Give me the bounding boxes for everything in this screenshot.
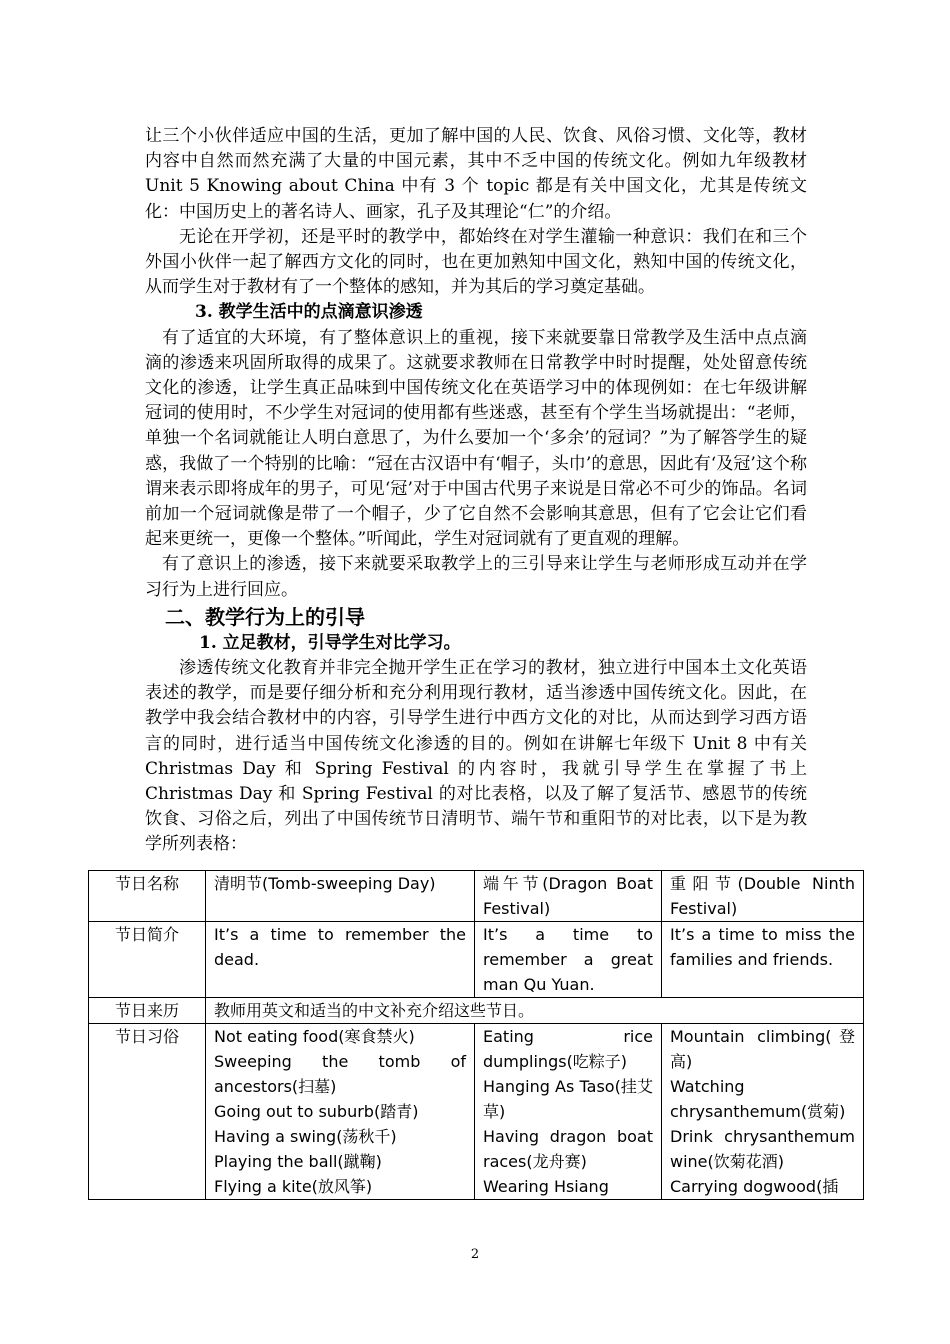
paragraph: 有了意识上的渗透，接下来就要采取教学上的三引导来让学生与老师形成互动并在学习行为上进行回应。	[145, 554, 807, 600]
custom-item: Eating rice dumplings(吃粽子)	[483, 1027, 653, 1071]
custom-item: Mountain climbing(登高)	[670, 1027, 855, 1071]
paragraph: 无论在开学初，还是平时的教学中，都始终在对学生灌输一种意识：我们在和三个外国小伙伴一起了解西方文化的同时，也在更加熟知中国文化，熟知中国的传统文化，从而学生对于教材有了一个整体的感知，并为其后的学习奠定基础。	[145, 226, 807, 298]
table-cell: It’s a time to miss the families and friends.	[662, 922, 864, 998]
paragraph: 有了适宜的大环境，有了整体意识上的重视，接下来就要靠日常教学及生活中点点滴滴的渗透来巩固所取得的成果了。这就要求教师在日常教学中时时提醒，处处留意传统文化的渗透，让学生真正品味到中国传统文化在英语学习中的体现例如：在七年级讲解冠词的使用时，不少学生对冠词的使用都有些迷惑，甚至有个学生当场就提出：“老师，单独一个名词就能让人明白意思了，为什么要加一个‘多余’的冠词？”为了解答学生的疑惑，我做了一个特别的比喻：“冠在古汉语中有‘帽子，头巾’的意思，因此有‘及冠’这个称谓来表示即将成年的男子，可见‘冠’对于中国古代男子来说是日常必不可少的饰品。名词前加一个冠词就像是带了一个帽子，少了它自然不会影响其意思，但有了它会让它们看起来更统一，更像一个整体。”听闻此，学生对冠词就有了更直观的理解。	[145, 327, 807, 550]
custom-item: Wearing Hsiang	[483, 1177, 609, 1196]
custom-item: Carrying dogwood(插	[670, 1177, 839, 1196]
custom-item: Flying a kite(放风筝)	[214, 1177, 373, 1196]
custom-item: Drink chrysanthemum wine(饮菊花酒)	[670, 1127, 855, 1171]
table-row	[89, 871, 864, 922]
custom-item: Having dragon boat races(龙舟赛)	[483, 1127, 653, 1171]
festival-comparison-table	[88, 870, 864, 1200]
custom-item: Hanging As Taso(挂艾草)	[483, 1077, 653, 1121]
table-cell: 清明节(Tomb-sweeping Day)	[206, 871, 475, 922]
body-text	[145, 124, 807, 858]
row-label: 节日来历	[89, 998, 206, 1024]
row-label: 节日习俗	[89, 1024, 206, 1200]
table-cell	[475, 1024, 662, 1200]
page-number: 2	[470, 1247, 480, 1262]
paragraph: 渗透传统文化教育并非完全抛开学生正在学习的教材，独立进行中国本土文化英语表述的教学，而是要仔细分析和充分利用现行教材，适当渗透中国传统文化。因此，在教学中我会结合教材中的内容，引导学生进行中西方文化的对比，从而达到学习西方语言的同时，进行适当中国传统文化渗透的目的。例如在讲解七年级下 Unit 8 中有关 Christmas Day 和 Spring Festival 的内容时，我就引导学生在掌握了书上 Christmas Day 和 Spring Festival 的对比表格，以及了解了复活节、感恩节的传统饮食、习俗之后，列出了中国传统节日清明节、端午节和重阳节的对比表，以下是为教学所列表格：	[145, 658, 807, 855]
table-cell: 端午节(Dragon Boat Festival)	[475, 871, 662, 922]
table-cell: It’s a time to remember a great man Qu Yuan.	[475, 922, 662, 998]
table-cell	[206, 1024, 475, 1200]
section-heading-2: 二、教学行为上的引导	[165, 604, 365, 629]
table-row	[89, 922, 864, 998]
custom-item: Playing the ball(蹴鞠)	[214, 1152, 382, 1171]
custom-item: Sweeping the tomb of ancestors(扫墓)	[214, 1052, 466, 1096]
table-row	[89, 1024, 864, 1200]
custom-item: Watching chrysanthemum(赏菊)	[670, 1077, 846, 1121]
table-cell	[662, 1024, 864, 1200]
custom-item: Not eating food(寒食禁火)	[214, 1027, 415, 1046]
table-row	[89, 998, 864, 1024]
table-cell: It’s a time to remember the dead.	[206, 922, 475, 998]
custom-item: Having a swing(荡秋千)	[214, 1127, 397, 1146]
paragraph: 让三个小伙伴适应中国的生活，更加了解中国的人民、饮食、风俗习惯、文化等，教材内容中自然而然充满了大量的中国元素，其中不乏中国的传统文化。例如九年级教材 Unit 5 Knowing about China 中有 3 个 topic 都是有关中国文化，尤其是传统文化：中国历史上的著名诗人、画家，孔子及其理论“仁”的介绍。	[145, 126, 807, 222]
table-cell: 重阳节(Double Ninth Festival)	[662, 871, 864, 922]
row-label: 节日名称	[89, 871, 206, 922]
section-heading-3: 3. 教学生活中的点滴意识渗透	[195, 302, 423, 323]
subsection-heading: 1. 立足教材，引导学生对比学习。	[199, 632, 461, 653]
custom-item: Going out to suburb(踏青)	[214, 1102, 419, 1121]
row-label: 节日简介	[89, 922, 206, 998]
table-cell: 教师用英文和适当的中文补充介绍这些节日。	[206, 998, 864, 1024]
